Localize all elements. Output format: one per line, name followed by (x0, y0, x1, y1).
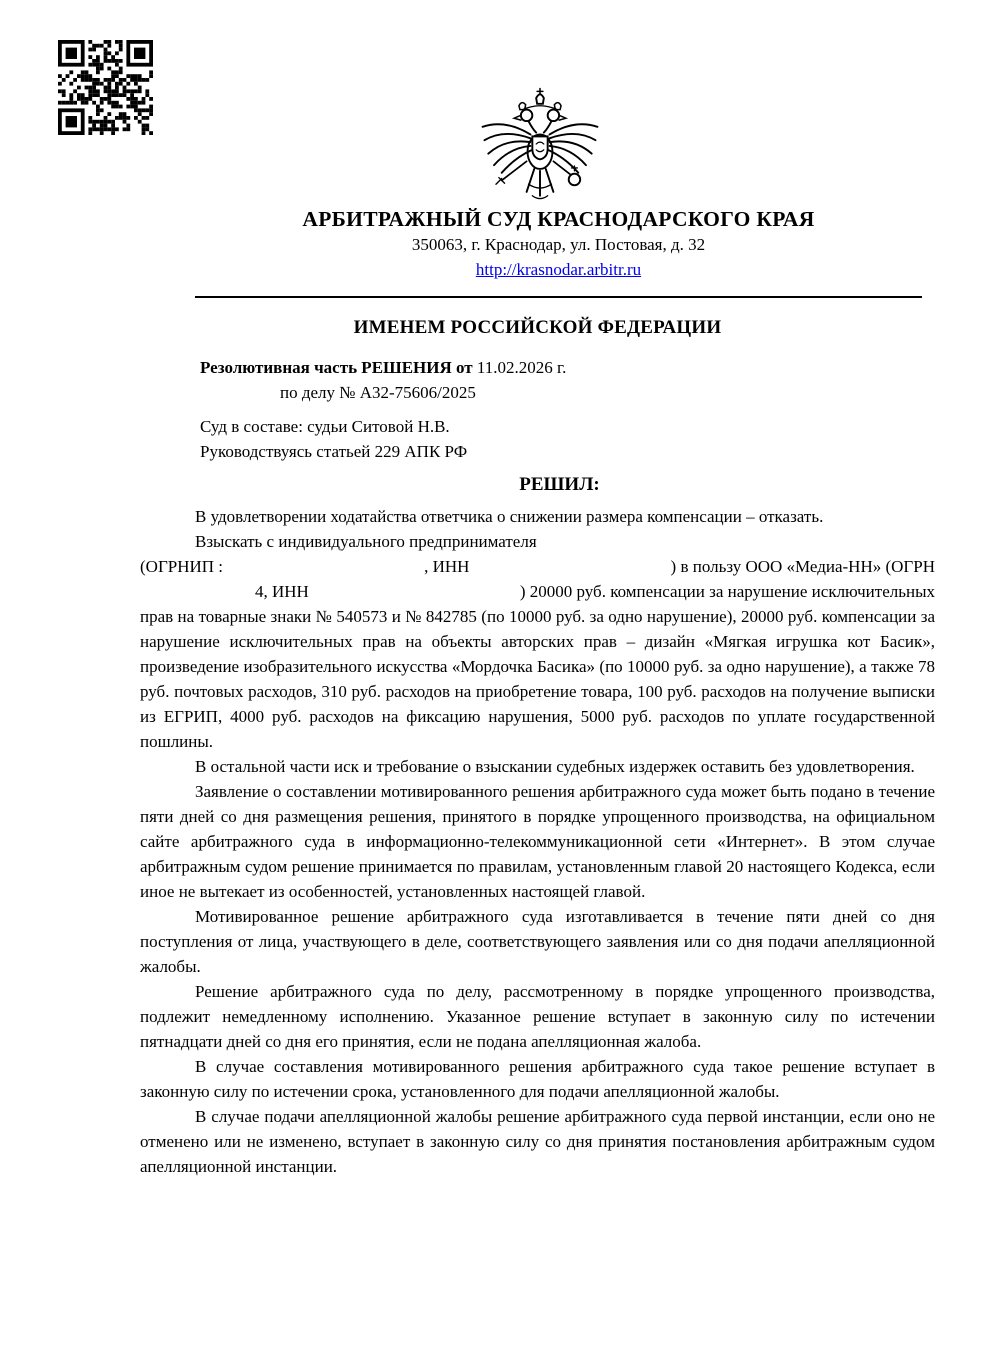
decision-paragraph-8: В случае подачи апелляционной жалобы решение арбитражного суда первой инстанции, если оно не отменено или не изменено, вступает в законную силу со дня принятия постановления арбитражным судом апелляционной инстанции. (140, 1107, 935, 1176)
decision-paragraph-1: В удовлетворении ходатайства ответчика о снижении размера компенсации – отказать. (195, 507, 824, 526)
header-divider (195, 296, 922, 298)
decision-paragraph-2-redacted-line-2 (140, 579, 935, 604)
decision-paragraph-2-intro: Взыскать с индивидуального предпринимателя (195, 532, 537, 551)
ogrnip-label: (ОГРНИП : (140, 557, 224, 576)
decision-paragraph-7: В случае составления мотивированного решения арбитражного суда такое решение вступает в законную силу по истечении срока, установленного для подачи апелляционной жалобы. (140, 1057, 935, 1101)
resolution-date: 11.02.2026 г. (476, 358, 567, 377)
court-header (195, 206, 922, 298)
in-favor-of-text: ) в пользу ООО «Медиа-НН» (ОГРН (670, 557, 935, 576)
court-website-link[interactable]: http://krasnodar.arbitr.ru (475, 260, 642, 279)
in-the-name-heading: ИМЕНЕМ РОССИЙСКОЙ ФЕДЕРАЦИИ (353, 317, 722, 338)
ogrn-remnant-text: 4, ИНН (255, 582, 309, 601)
resolution-part-line (200, 355, 935, 380)
decision-paragraph-2-redacted-line-1 (140, 554, 935, 579)
decision-body (140, 315, 935, 1179)
russia-coat-of-arms-icon (473, 84, 607, 206)
decided-heading: РЕШИЛ: (519, 474, 600, 495)
court-address: 350063, г. Краснодар, ул. Постовая, д. 32 (411, 235, 706, 254)
qr-code-icon (58, 40, 153, 135)
guided-by-line: Руководствуясь статьей 229 АПК РФ (200, 442, 468, 461)
court-name-heading: АРБИТРАЖНЫЙ СУД КРАСНОДАРСКОГО КРАЯ (302, 207, 815, 231)
decision-paragraph-3: В остальной части иск и требование о взыскании судебных издержек оставить без удовлетворения. (195, 757, 915, 776)
resolution-label: Резолютивная часть РЕШЕНИЯ от (200, 358, 473, 377)
decision-paragraph-4: Заявление о составлении мотивированного решения арбитражного суда может быть подано в течение пяти дней со дня размещения решения, принятого в порядке упрощенного производства, на официальном сайте арбитражного суда в информационно-телекоммуникационной сети «Интернет». В этом случае арбитражным судом решение принимается по правилам, установленным главой 20 настоящего Кодекса, если иное не вытекает из особенностей, установленных настоящей главой. (140, 782, 935, 901)
inn-label: , ИНН (424, 557, 470, 576)
case-number-line: по делу № А32-75606/2025 (280, 383, 476, 402)
compensation-text: ) 20000 руб. компенсации за нарушение исключительных (519, 582, 935, 601)
decision-paragraph-5: Мотивированное решение арбитражного суда изготавливается в течение пяти дней со дня поступления от лица, участвующего в деле, соответствующего заявления или со дня подачи апелляционной жалобы. (140, 907, 935, 976)
decision-paragraph-6: Решение арбитражного суда по делу, рассмотренному в порядке упрощенного производства, подлежит немедленному исполнению. Указанное решение вступает в законную силу по истечении пятнадцати дней со дня его принятия, если не подана апелляционная жалоба. (140, 982, 935, 1051)
qr-code (58, 40, 153, 135)
court-composition-line: Суд в составе: судьи Ситовой Н.В. (200, 417, 450, 436)
decision-paragraph-2-rest: прав на товарные знаки № 540573 и № 842785 (по 10000 руб. за одно нарушение), 20000 руб. компенсации за нарушение исключительных прав на объекты авторских прав – дизайн «Мягкая игрушка кот Басик», произведение изобразительного искусства «Мордочка Басика» (по 10000 руб. за одно нарушение), а также 78 руб. почтовых расходов, 310 руб. расходов на приобретение товара, 100 руб. расходов на получение выписки из ЕГРИП, 4000 руб. расходов на фиксацию нарушения, 5000 руб. расходов по уплате государственной пошлины. (140, 607, 935, 751)
